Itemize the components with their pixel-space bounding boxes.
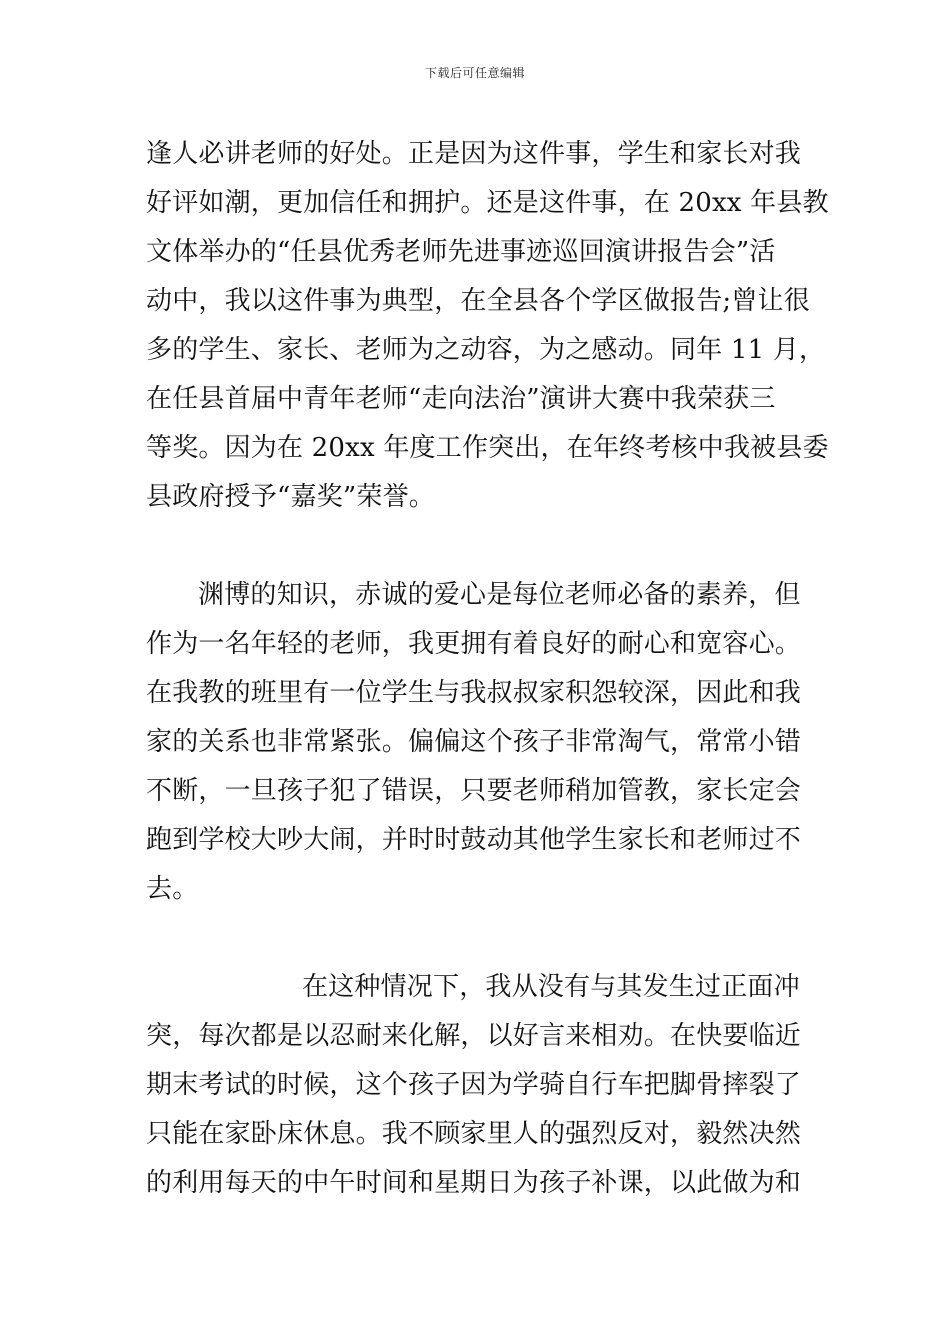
text-line: 多的学生、家长、老师为之动容，为之感动。同年 11 月， — [146, 335, 826, 365]
text-line: 在我教的班里有一位学生与我叔叔家积怨较深，因此和我 — [146, 678, 802, 708]
text-line: 在任县首届中青年老师“走向法治”演讲大赛中我荣获三 — [146, 384, 776, 414]
paragraph-1 — [146, 130, 829, 522]
text-line: 期末考试的时候，这个孩子因为学骑自行车把脚骨摔裂了 — [146, 1070, 802, 1100]
paragraph-gap — [146, 914, 810, 963]
page-header: 下载后可任意编辑 — [424, 66, 525, 80]
text-line: 的利用每天的中午时间和星期日为孩子补课，以此做为和 — [146, 1168, 802, 1198]
document-body — [146, 130, 829, 1208]
text-line: 等奖。因为在 20xx 年度工作突出，在年终考核中我被县委 — [146, 433, 829, 463]
text-line: 跑到学校大吵大闹，并时时鼓动其他学生家长和老师过不 — [146, 825, 802, 855]
text-line: 县政府授予“嘉奖”荣誉。 — [146, 482, 435, 512]
paragraph-gap — [146, 522, 810, 571]
text-line: 好评如潮，更加信任和拥护。还是这件事，在 20xx 年县教 — [146, 188, 829, 218]
text-line: 只能在家卧床休息。我不顾家里人的强烈反对，毅然决然 — [146, 1119, 802, 1149]
text-line: 不断，一旦孩子犯了错误，只要老师稍加管教，家长定会 — [146, 776, 802, 806]
text-line: 在这种情况下，我从没有与其发生过正面冲 — [302, 972, 800, 1002]
text-line: 突，每次都是以忍耐来化解，以好言来相劝。在快要临近 — [146, 1021, 802, 1051]
text-line: 文体举办的“任县优秀老师先进事迹巡回演讲报告会”活 — [146, 237, 776, 267]
paragraph-2 — [146, 571, 810, 914]
text-line: 渊博的知识，赤诚的爱心是每位老师必备的素养，但 — [198, 580, 801, 610]
text-line: 动中，我以这件事为典型，在全县各个学区做报告;曾让很 — [146, 286, 810, 316]
text-line: 去。 — [146, 874, 199, 904]
text-line: 逢人必讲老师的好处。正是因为这件事，学生和家长对我 — [146, 139, 802, 169]
text-line: 作为一名年轻的老师，我更拥有着良好的耐心和宽容心。 — [146, 629, 802, 659]
text-line: 家的关系也非常紧张。偏偏这个孩子非常淘气，常常小错 — [146, 727, 802, 757]
paragraph-3 — [146, 963, 810, 1208]
